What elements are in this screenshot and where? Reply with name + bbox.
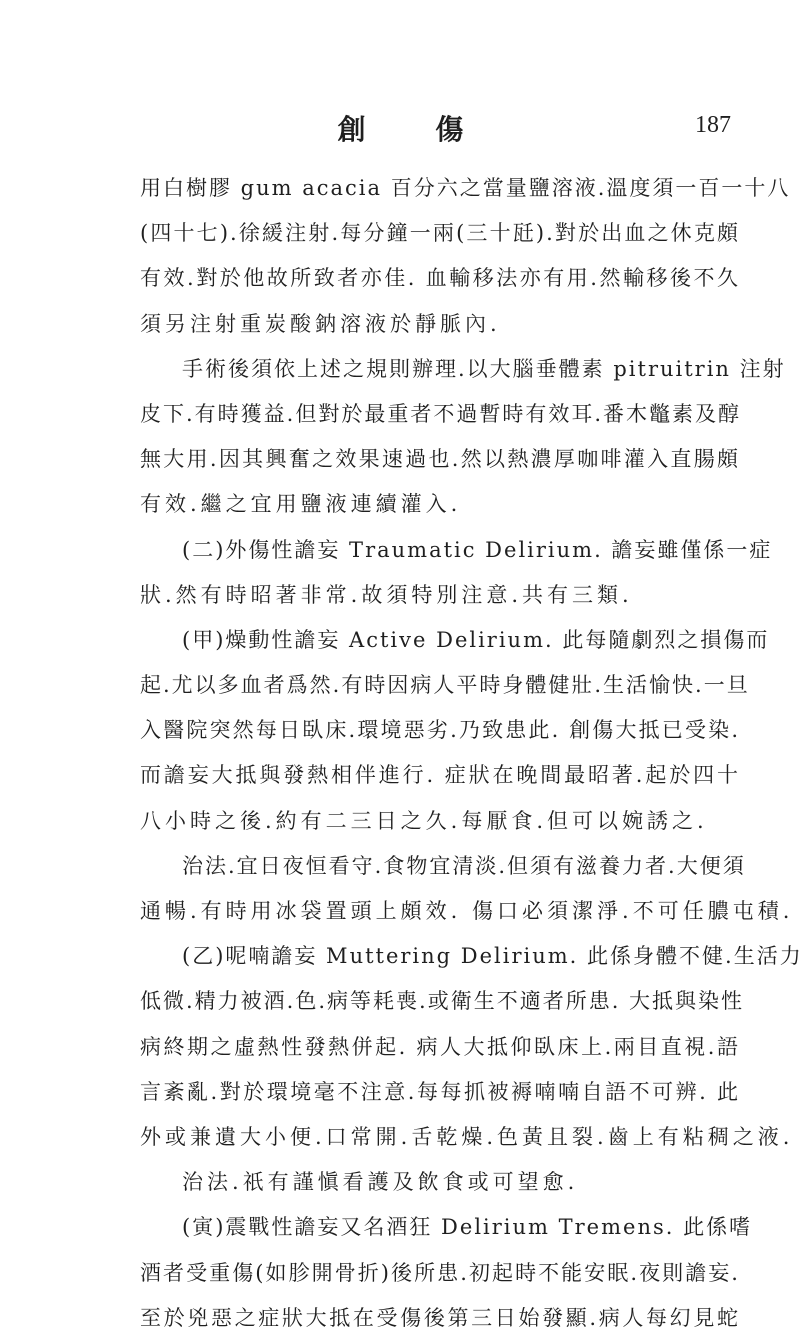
text-line: (甲)燥動性譫妄 Active Delirium. 此每隨劇烈之損傷而: [182, 627, 770, 652]
text-line: (四十七).徐緩注射.每分鐘一兩(三十瓩).對於出血之休克頗: [140, 221, 740, 246]
text-line: 用白樹膠 gum acacia 百分六之當量鹽溶液.溫度須一百一十八: [140, 176, 791, 200]
text-line: 至於兇惡之症狀大抵在受傷後第三日始發顯.病人每幻見蛇: [140, 1305, 740, 1330]
text-line: 有效.繼之宜用鹽液連續灌入.: [140, 492, 462, 517]
text-line: 須另注射重炭酸鈉溶液於靜脈內.: [140, 311, 501, 336]
text-line: 無大用.因其興奮之效果速過也.然以熱濃厚咖啡灌入直腸頗: [140, 447, 740, 472]
text-line: 言紊亂.對於環境毫不注意.每每抓被褥喃喃自語不可辨. 此: [140, 1079, 740, 1104]
text-line: 手術後須依上述之規則辦理.以大腦垂體素 pitruitrin 注射: [182, 356, 786, 381]
text-line: 治法.宜日夜恒看守.食物宜清淡.但須有滋養力者.大便須: [182, 853, 746, 878]
text-line: 有效.對於他故所致者亦佳. 血輸移法亦有用.然輸移後不久: [140, 266, 740, 291]
text-line: (乙)呢喃譫妄 Muttering Delirium. 此係身體不健.生活力: [182, 944, 803, 969]
text-line: (二)外傷性譫妄 Traumatic Delirium. 譫妄雖僅係一症: [182, 537, 773, 562]
page-header: [0, 108, 801, 158]
text-line: 八小時之後.約有二三日之久.每厭食.但可以婉誘之.: [140, 808, 708, 833]
text-line: 酒者受重傷(如胗開骨折)後所患.初起時不能安眠.夜則譫妄.: [140, 1260, 740, 1285]
page-number: 187: [695, 112, 731, 138]
body-text: [140, 166, 803, 1341]
text-line: 外或兼遺大小便.口常開.舌乾燥.色黃且裂.齒上有粘稠之液.: [140, 1124, 794, 1149]
text-line: 而譫妄大抵與發熱相伴進行. 症狀在晚間最昭著.起於四十: [140, 763, 740, 788]
text-line: 病終期之虛熱性發熱併起. 病人大抵仰臥床上.兩目直視.語: [140, 1034, 740, 1059]
text-line: 狀.然有時昭著非常.故須特別注意.共有三類.: [140, 582, 633, 607]
text-line: 通暢.有時用冰袋置頭上頗效. 傷口必須潔淨.不可任膿屯積.: [140, 899, 794, 923]
text-line: 治法.祇有謹愼看護及飲食或可望愈.: [182, 1170, 579, 1195]
text-line: 低微.精力被酒.色.病等耗喪.或衛生不適者所患. 大抵與染性: [140, 989, 745, 1014]
text-line: (寅)震戰性譫妄又名酒狂 Delirium Tremens. 此係嗜: [182, 1215, 753, 1240]
text-line: 入醫院突然每日臥床.環境惡劣.乃致患此. 創傷大抵已受染.: [140, 718, 740, 743]
running-title: 創 傷: [337, 113, 494, 146]
text-line: 皮下.有時獲益.但對於最重者不過暫時有效耳.番木鼈素及醇: [140, 401, 742, 426]
text-line: 起.尤以多血者爲然.有時因病人平時身體健壯.生活愉快.一旦: [140, 673, 750, 698]
